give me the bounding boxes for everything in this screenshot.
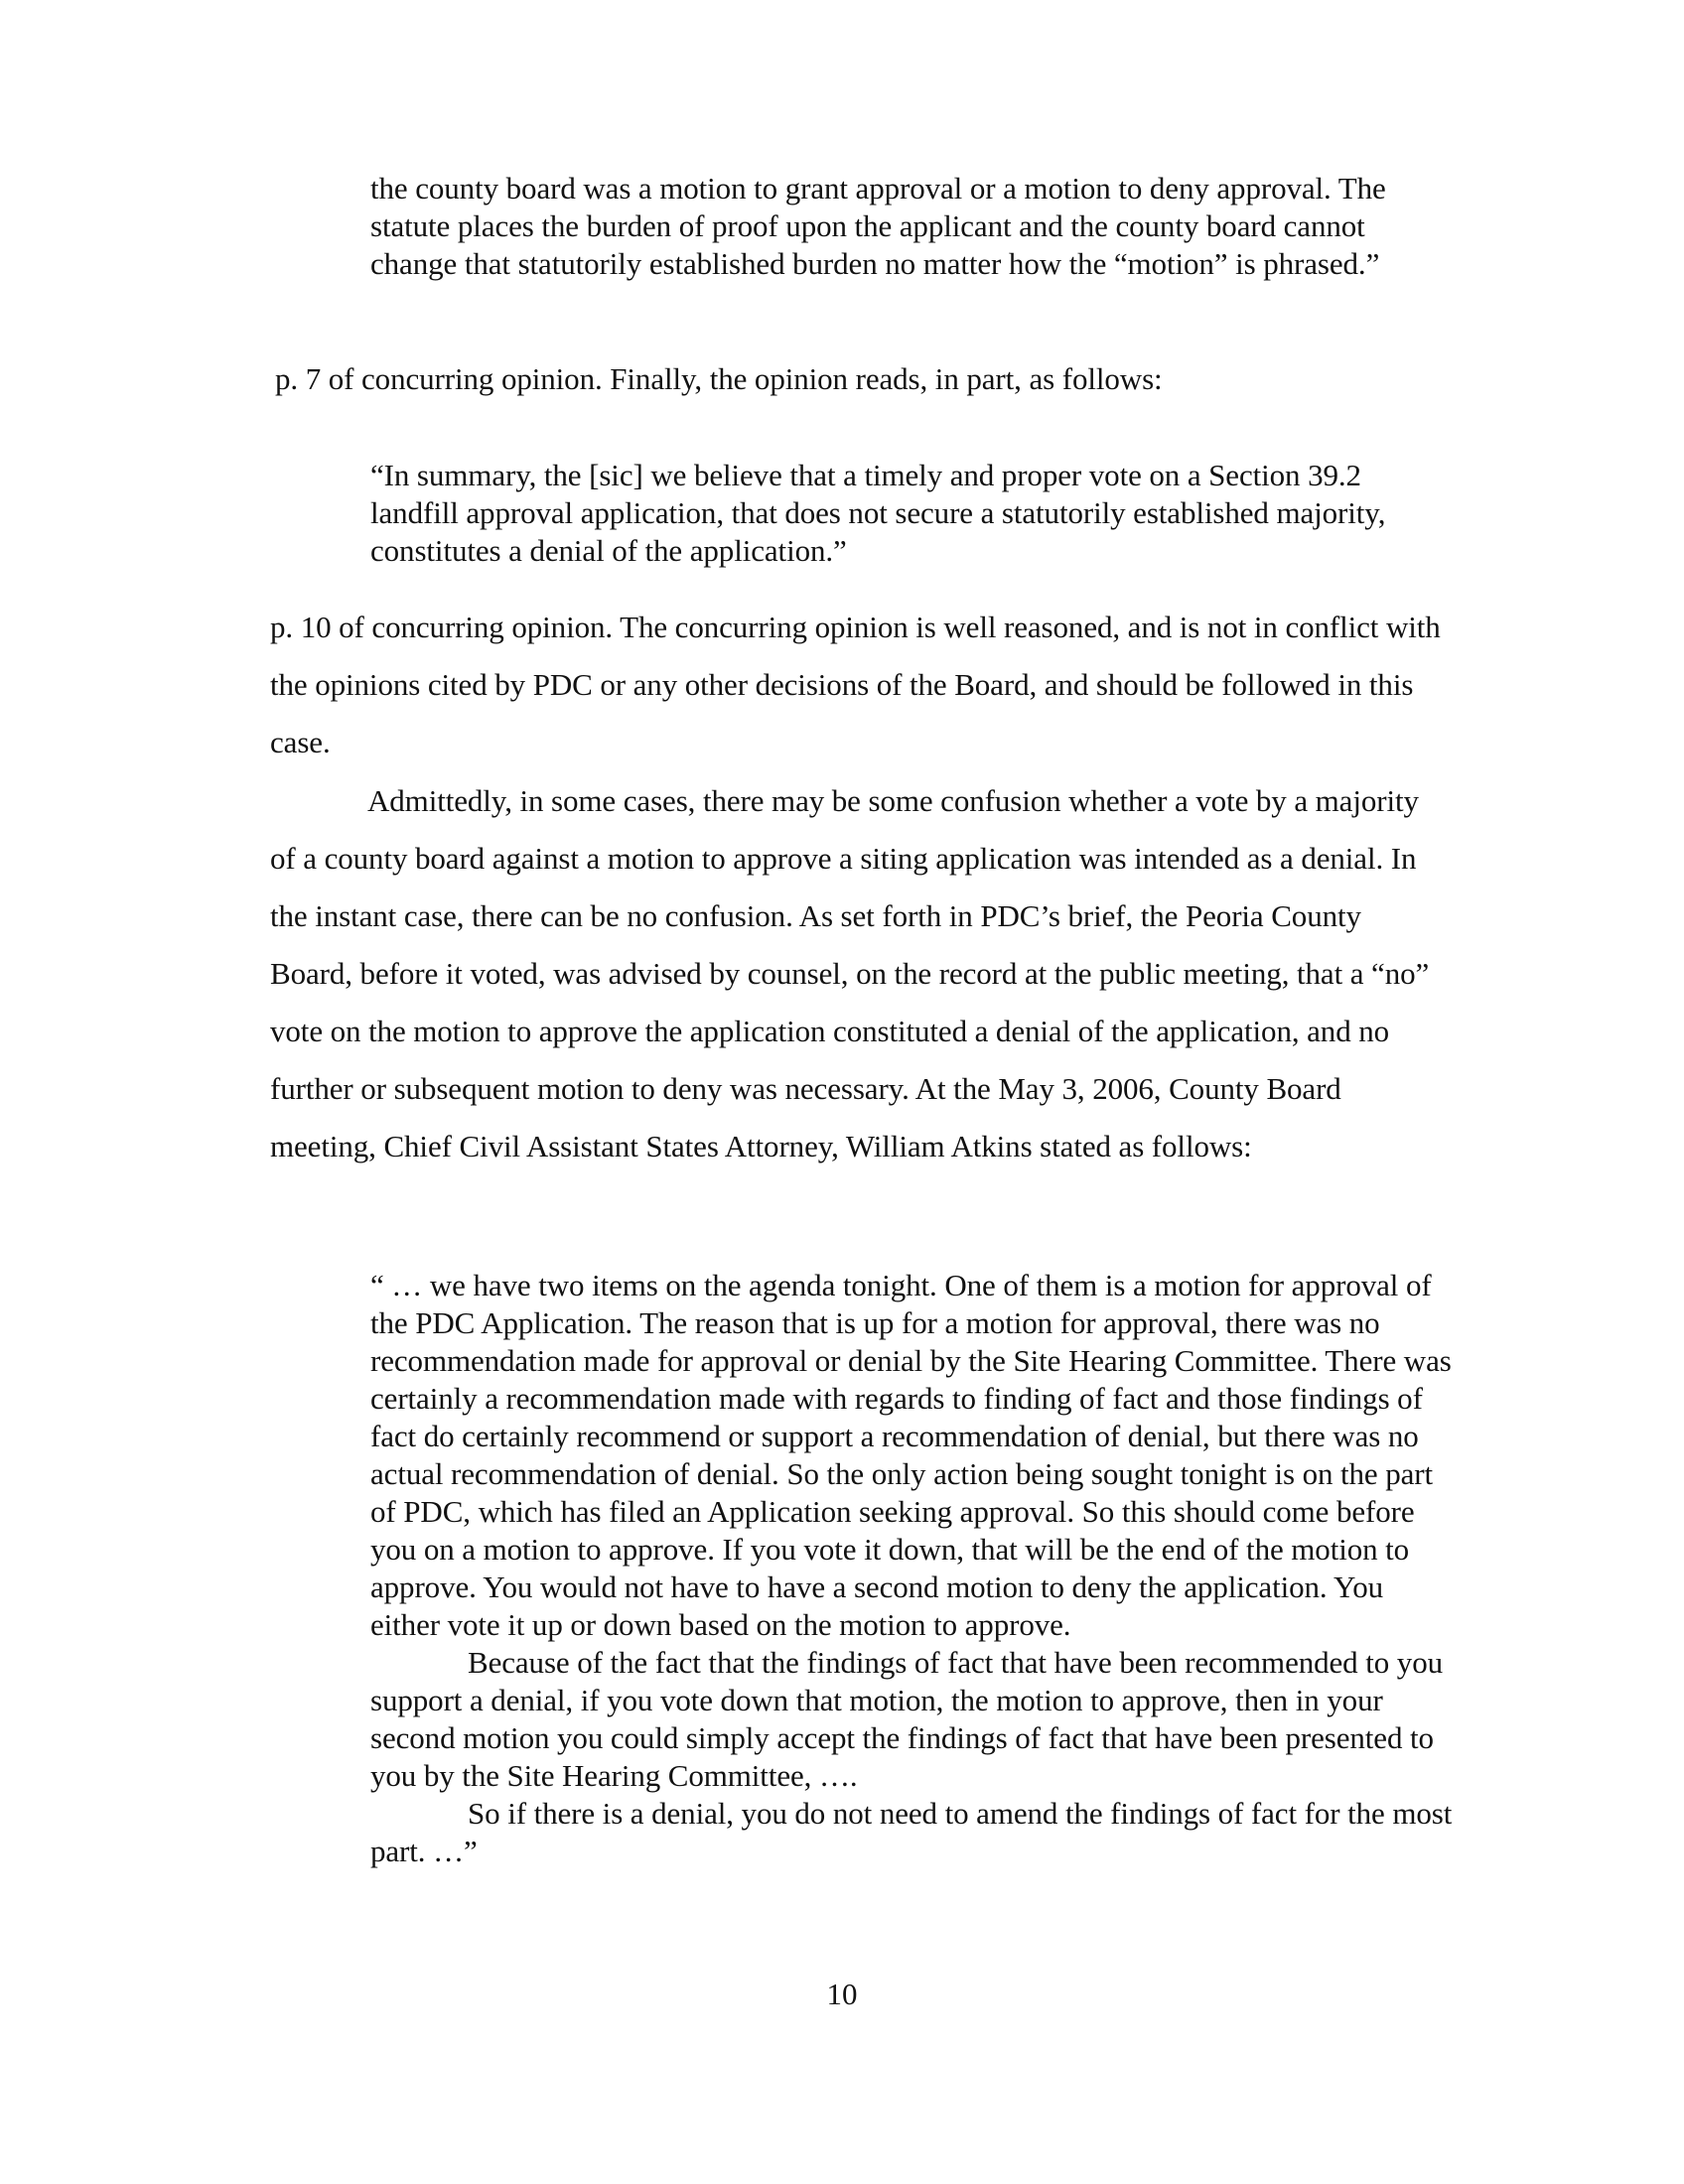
quote-paragraph-3-text: So if there is a denial, you do not need to amend the findings of fact for the most part. …” (370, 1796, 1453, 1868)
page-number: 10 (826, 1977, 858, 2011)
quote-paragraph-2-text: Because of the fact that the findings of fact that have been recommended to you support a denial, if you vote down that motion, the motion to approve, then in your second motion you could simply accept the findings of fact that have been presented to you by the Site Hearing Committee, …. (370, 1645, 1443, 1793)
citation-page-10-paragraph: p. 10 of concurring opinion. The concurring opinion is well reasoned, and is not in conflict with the opinions cited by PDC or any other decisions of the Board, and should be followed in this case. (270, 610, 1441, 759)
quote-paragraph-1: “ … we have two items on the agenda tonight. One of them is a motion for approval of the PDC Application. The reason that is up for a motion for approval, there was no recommendation made for approval or denial by the Site Hearing Committee. There was certainly a recommendation made with regards to finding of fact and those findings of fact do certainly recommend or support a recommendation of denial, but there was no actual recommendation of denial. So the only action being sought tonight is on the part of PDC, which has filed an Application seeking approval. So this should come before you on a motion to approve. If you vote it down, that will be the end of the motion to approve. You would not have to have a second motion to deny the application. You either vote it up or down based on the motion to approve. (370, 1268, 1452, 1642)
citation-page-7: p. 7 of concurring opinion. Finally, the opinion reads, in part, as follows: (275, 361, 1163, 396)
block-quote-statute-burden: the county board was a motion to grant approval or a motion to deny approval. The statute places the burden of proof upon the applicant and the county board cannot change that statutorily established burden no matter how the “motion” is phrased.” (370, 171, 1386, 281)
quote-paragraph-3 (370, 1795, 1453, 1870)
block-quote-atkins-statement (370, 1267, 1453, 1870)
body-paragraph-text: Admittedly, in some cases, there may be some confusion whether a vote by a majority of a county board against a motion to approve a siting application was intended as a denial. In the instant case, there can be no confusion. As set forth in PDC’s brief, the Peoria County Board, before it voted, was advised by counsel, on the record at the public meeting, that a “no” vote on the motion to approve the application constituted a denial of the application, and no further or subsequent motion to deny was necessary. At the May 3, 2006, County Board meeting, Chief Civil Assistant States Attorney, William Atkins stated as follows: (270, 783, 1430, 1163)
quote-paragraph-2 (370, 1644, 1453, 1795)
block-quote-summary: “In summary, the [sic] we believe that a timely and proper vote on a Section 39.2 landfill approval application, that does not secure a statutorily established majority, constitutes a denial of the application.” (370, 458, 1386, 568)
body-paragraph-admittedly (270, 772, 1442, 1175)
